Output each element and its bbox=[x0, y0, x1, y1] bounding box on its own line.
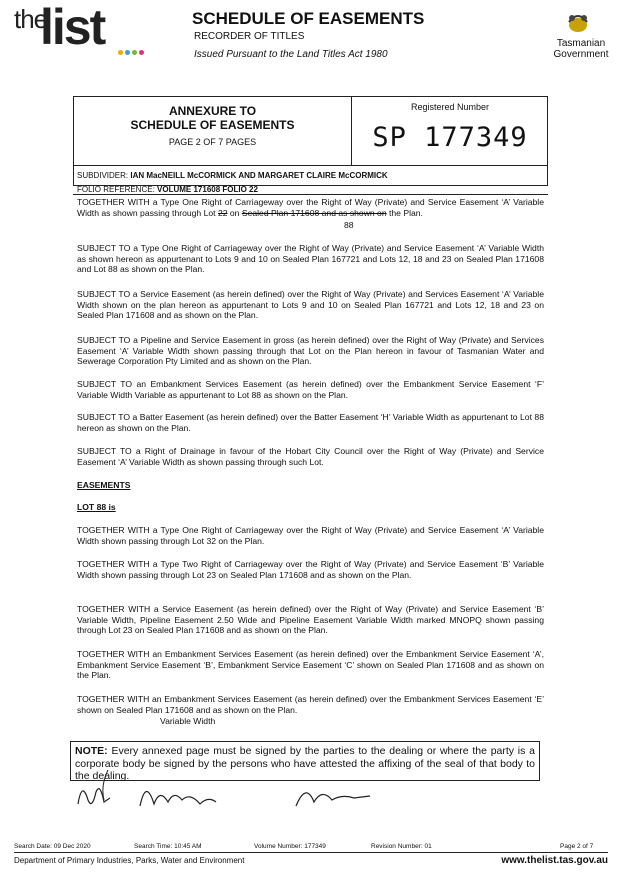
easement-5: TOGETHER WITH an Embankment Services Easement (as herein defined) over the Embankment Services Easement ‘E’ shown on Sealed Plan 171608 and as shown on the Plan. bbox=[77, 694, 544, 715]
footer-website: www.thelist.tas.gov.au bbox=[501, 855, 608, 866]
document-act: Issued Pursuant to the Land Titles Act 1980 bbox=[194, 49, 388, 60]
easement-5-handwritten: Variable Width bbox=[160, 716, 216, 726]
registered-number: SP 177349 bbox=[372, 122, 528, 153]
logo-dot bbox=[125, 50, 130, 55]
note-margin-mark bbox=[103, 770, 110, 800]
gov-line-2: Government bbox=[553, 49, 609, 60]
paragraph-7: SUBJECT TO a Right of Drainage in favour of the Hobart City Council over the Right of Way (Private) and Service Easement ‘A’ Variable Width as shown passing through such Lot. bbox=[77, 446, 544, 467]
document-subtitle: RECORDER OF TITLES bbox=[194, 31, 305, 42]
footer-search-time: Search Time: 10:45 AM bbox=[134, 843, 202, 850]
paragraph-4: SUBJECT TO a Pipeline and Service Easement in gross (as herein defined) over the Right of Way (Private) and Services Easement ‘A’ Variable Width shown passing through that Lot on the Plan hereon in favour of Tasmanian Water and Sewerage Corporation Pty Limited and as shown on the Plan. bbox=[77, 335, 544, 366]
footer-department: Department of Primary Industries, Parks, Water and Environment bbox=[14, 856, 245, 865]
note-text: Every annexed page must be signed by the parties to the dealing or where the party is a corporate body be signed by the persons who have attested the affixing of the seal of that body to the dealing. bbox=[75, 745, 535, 782]
footer-volume: Volume Number: 177349 bbox=[254, 843, 326, 850]
registered-number-label: Registered Number bbox=[410, 102, 490, 112]
logo-dot bbox=[118, 50, 123, 55]
folio-row bbox=[77, 185, 258, 194]
p1-lot-struck: 22 bbox=[217, 207, 228, 218]
p1-text-c: the Plan. bbox=[389, 207, 423, 218]
subdivider-row bbox=[77, 171, 388, 180]
logo-the-text: the bbox=[14, 4, 48, 34]
signature-3 bbox=[296, 793, 370, 806]
p1-handwritten-lot: 88 bbox=[344, 220, 354, 230]
logo-dot bbox=[132, 50, 137, 55]
government-label bbox=[548, 38, 614, 60]
p1-text-b: on bbox=[229, 207, 240, 218]
easement-1: TOGETHER WITH a Type One Right of Carriageway over the Right of Way (Private) and Service Easement ‘A’ Variable Width shown passing through Lot 32 on the Plan. bbox=[77, 525, 544, 546]
folio-value: VOLUME 171608 FOLIO 22 bbox=[157, 185, 258, 194]
p1-text-a: TOGETHER WITH a Type One Right of Carriageway over the Right of Way (Private) and Service Easement ‘A’ Variable Width as shown passing through Lot bbox=[77, 197, 544, 218]
note-label: NOTE: bbox=[75, 745, 108, 757]
signatures bbox=[70, 770, 410, 816]
annexure-hline bbox=[73, 165, 548, 166]
logo-list-text: list bbox=[40, 0, 105, 55]
tasmanian-crest-icon bbox=[563, 8, 593, 34]
signature-1 bbox=[78, 789, 110, 804]
document-title: SCHEDULE OF EASEMENTS bbox=[192, 9, 425, 28]
p1-struck-text: Sealed Plan 171608 and as shown on bbox=[241, 207, 387, 218]
folio-underline bbox=[73, 194, 548, 195]
subdivider-value: IAN MacNEILL McCORMICK AND MARGARET CLAIRE McCORMICK bbox=[130, 171, 388, 180]
logo-dots bbox=[118, 50, 144, 55]
easement-2: TOGETHER WITH a Type Two Right of Carriageway over the Right of Way (Private) and Service Easement ‘B’ Variable Width shown passing through Lot 23 on Sealed Plan 171608 and as shown on the Plan. bbox=[77, 559, 544, 580]
easement-4: TOGETHER WITH an Embankment Services Easement (as herein defined) over the Embankment Service Easement ‘A’, Embankment Service Easement ‘B’, Embankment Service Easement ‘C’ shown on Sealed Plan 171608 and as shown on the Plan. bbox=[77, 649, 544, 680]
paragraph-5: SUBJECT TO an Embankment Services Easement (as herein defined) over the Embankment Service Easement ‘F’ Variable Width Variable as appurtenant to Lot 88 as shown on the Plan. bbox=[77, 379, 544, 400]
subdivider-label: SUBDIVIDER: bbox=[77, 171, 129, 180]
paragraph-6: SUBJECT TO a Batter Easement (as herein defined) over the Batter Easement ‘H’ Variable Width as appurtenant to Lot 88 hereon as shown on the Plan. bbox=[77, 412, 544, 433]
footer-divider bbox=[14, 852, 608, 853]
easements-heading-text: EASEMENTS bbox=[77, 480, 131, 490]
easements-heading bbox=[77, 480, 544, 491]
paragraph-3: SUBJECT TO a Service Easement (as herein defined) over the Right of Way (Private) and Services Easement ‘A’ Variable Width shown on the plan hereon as appurtenant to Lots 9 and 10 on Sealed Plan 167721 and Lots 12, 18 and 23 on Sealed Plan 171608 and as shown on the Plan. bbox=[77, 289, 544, 320]
annexure-title-1: ANNEXURE TO bbox=[168, 104, 257, 118]
annexure-title-2: SCHEDULE OF EASEMENTS bbox=[130, 118, 295, 132]
footer-revision: Revision Number: 01 bbox=[371, 843, 432, 850]
paragraph-1 bbox=[77, 197, 544, 218]
footer-page: Page 2 of 7 bbox=[560, 843, 594, 850]
lot-heading-text: LOT 88 is bbox=[77, 502, 116, 512]
annexure-page: PAGE 2 OF 7 PAGES bbox=[168, 137, 257, 147]
gov-line-1: Tasmanian bbox=[556, 38, 606, 49]
signature-2 bbox=[140, 791, 216, 806]
paragraph-2: SUBJECT TO a Type One Right of Carriageway over the Right of Way (Private) and Service Easement ‘A’ Variable Width as shown hereon as appurtenant to Lots 9 and 10 on Sealed Plan 167721 and Lots 12, 18 and 23 on Sealed Plan 171608 and Lot 88 as shown on the Plan. bbox=[77, 243, 544, 274]
logo-dot bbox=[139, 50, 144, 55]
lot-heading bbox=[77, 502, 544, 513]
easement-3: TOGETHER WITH a Service Easement (as herein defined) over the Right of Way (Private) and Service Easement ‘B’ Variable Width, Pipeline Easement 2.50 Wide and Pipeline Easement Variable Width marked MNOPQ shown passing through Lot 23 on Sealed Plan 171608 and as shown on the Plan. bbox=[77, 604, 544, 635]
footer-search-date: Search Date: 09 Dec 2020 bbox=[14, 843, 91, 850]
folio-label: FOLIO REFERENCE: bbox=[77, 185, 155, 194]
